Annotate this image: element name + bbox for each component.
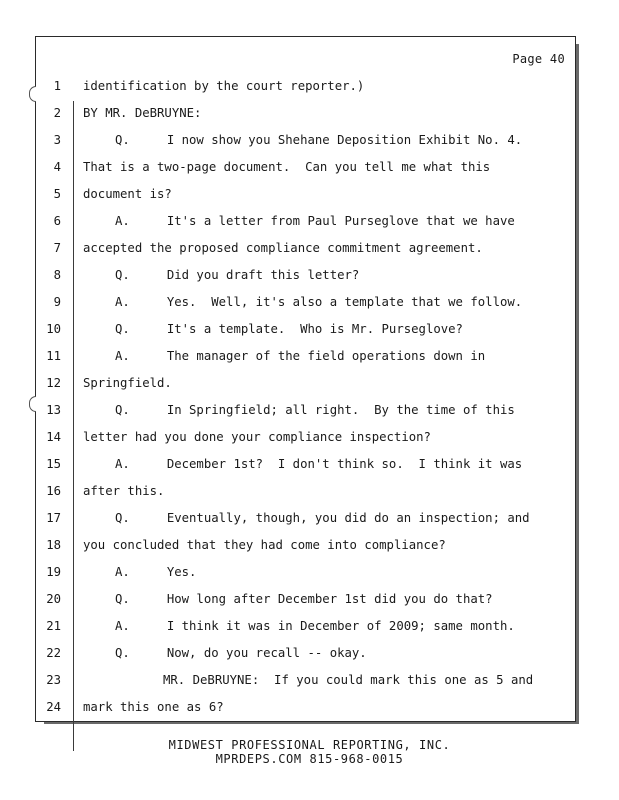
transcript-line [36, 430, 575, 450]
line-number: 6 [53, 214, 61, 228]
transcript-line [36, 187, 575, 207]
transcript-line [36, 457, 575, 477]
transcript-line [36, 160, 575, 180]
footer-contact: MPRDEPS.COM 815-968-0015 [215, 752, 404, 766]
line-text: mark this one as 6? [83, 700, 224, 714]
line-text: Q. It's a template. Who is Mr. Purseglove? [115, 322, 463, 336]
line-text: document is? [83, 187, 172, 201]
transcript-line [36, 376, 575, 396]
line-number: 24 [46, 700, 61, 714]
transcript-line [36, 133, 575, 153]
line-number: 9 [53, 295, 61, 309]
transcript-line [36, 619, 575, 639]
line-number: 10 [46, 322, 61, 336]
line-text: A. Yes. [115, 565, 197, 579]
line-number: 12 [46, 376, 61, 390]
line-text: MR. DeBRUYNE: If you could mark this one as 5 and [163, 673, 534, 687]
line-text: letter had you done your compliance inspection? [83, 430, 431, 444]
page-number: Page 40 [512, 52, 565, 66]
punch-hole-mark [29, 396, 36, 412]
line-text: Q. How long after December 1st did you do that? [115, 592, 493, 606]
transcript-line [36, 268, 575, 288]
footer-company: MIDWEST PROFESSIONAL REPORTING, INC. [168, 738, 451, 752]
line-text: Q. Now, do you recall -- okay. [115, 646, 367, 660]
line-text: A. December 1st? I don't think so. I think it was [115, 457, 523, 471]
line-text: accepted the proposed compliance commitment agreement. [83, 241, 483, 255]
line-number: 13 [46, 403, 61, 417]
line-number: 2 [53, 106, 61, 120]
line-text: Q. In Springfield; all right. By the time of this [115, 403, 515, 417]
line-text: That is a two-page document. Can you tell me what this [83, 160, 491, 174]
transcript-line [36, 538, 575, 558]
line-number: 5 [53, 187, 61, 201]
line-text: Springfield. [83, 376, 172, 390]
line-text: identification by the court reporter.) [83, 79, 365, 93]
line-text: after this. [83, 484, 165, 498]
transcript-line [36, 511, 575, 531]
transcript-line [36, 646, 575, 666]
line-number: 3 [53, 133, 61, 147]
transcript-line [36, 565, 575, 585]
line-number: 21 [46, 619, 61, 633]
transcript-line [36, 79, 575, 99]
line-number: 17 [46, 511, 61, 525]
transcript-line [36, 106, 575, 126]
transcript-page [35, 36, 576, 722]
transcript-line [36, 349, 575, 369]
line-number: 18 [46, 538, 61, 552]
transcript-line [36, 673, 575, 693]
transcript-line [36, 214, 575, 234]
transcript-line [36, 700, 575, 720]
line-number: 19 [46, 565, 61, 579]
transcript-line [36, 484, 575, 504]
line-number: 20 [46, 592, 61, 606]
line-text: Q. I now show you Shehane Deposition Exhibit No. 4. [115, 133, 523, 147]
line-text: BY MR. DeBRUYNE: [83, 106, 202, 120]
page-shadow-right [576, 44, 579, 724]
line-text: A. Yes. Well, it's also a template that we follow. [115, 295, 523, 309]
line-text: A. It's a letter from Paul Purseglove that we have [115, 214, 515, 228]
transcript-line [36, 241, 575, 261]
line-text: A. I think it was in December of 2009; same month. [115, 619, 515, 633]
line-number: 15 [46, 457, 61, 471]
transcript-line [36, 322, 575, 342]
line-text: you concluded that they had come into compliance? [83, 538, 446, 552]
line-number: 14 [46, 430, 61, 444]
line-number: 11 [46, 349, 61, 363]
line-number: 23 [46, 673, 61, 687]
line-text: A. The manager of the field operations down in [115, 349, 486, 363]
line-number: 7 [53, 241, 61, 255]
line-text: Q. Did you draft this letter? [115, 268, 360, 282]
line-number: 1 [53, 79, 61, 93]
line-number: 16 [46, 484, 61, 498]
transcript-line [36, 295, 575, 315]
line-number: 8 [53, 268, 61, 282]
line-number: 4 [53, 160, 61, 174]
line-number: 22 [46, 646, 61, 660]
transcript-line [36, 592, 575, 612]
transcript-line [36, 403, 575, 423]
line-text: Q. Eventually, though, you did do an inspection; and [115, 511, 530, 525]
punch-hole-mark [29, 86, 36, 102]
